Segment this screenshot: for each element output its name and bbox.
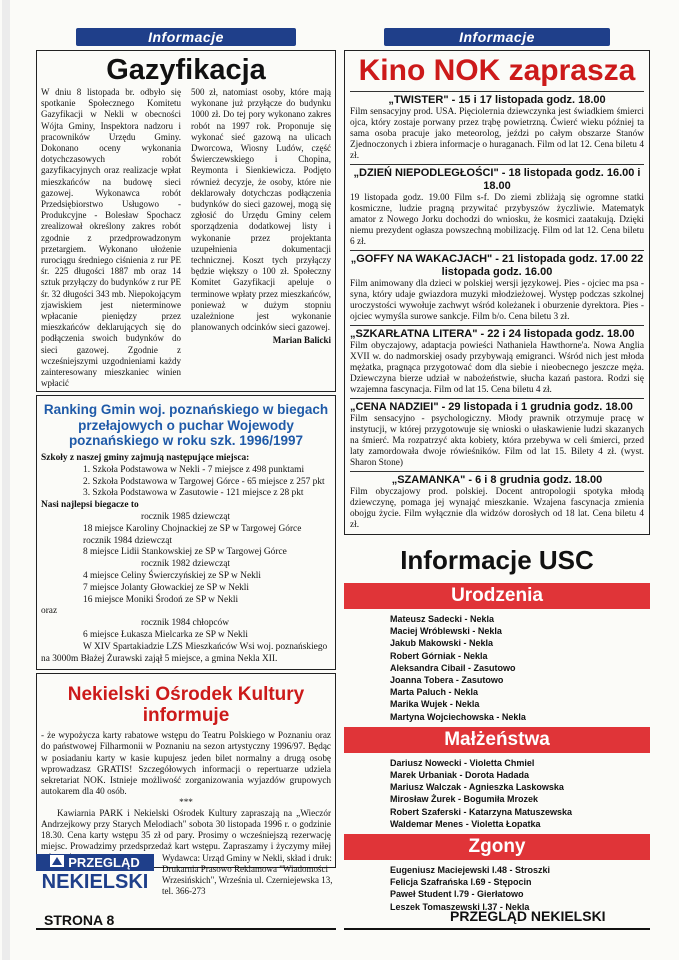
ranking-article (36, 395, 336, 670)
list-item: Mateusz Sadecki - Nekla (390, 614, 495, 624)
list-item: Mirosław Żurek - Bogumiła Mrozek (390, 794, 539, 805)
list-item: Aleksandra Cibail - Zasutowo (390, 662, 516, 673)
gazyfikacja-article (36, 50, 336, 392)
kino-title: Kino NOK zaprasza (358, 54, 636, 87)
film-description: Film obyczajowy, adaptacja powieści Nathaniela Hawthorne'a. Nowa Anglia XVII w. do nadmorskiej osady przybywają emigranci. Wśród nich jest młoda mężatka, pragnąca przygotować dom dla siebie i nieobecnego jeszcze męża. Dziewczyna bierze udział w nabożeństwie, słucha kazań pastora. Rodzi się wzajemna fascynacja. Film od lat 15. Cena biletu 4 zł. (350, 341, 644, 395)
urodzenia-bar: Urodzenia (344, 583, 650, 609)
kino-article (344, 50, 650, 535)
informacje-tag-right: Informacje (384, 28, 610, 46)
list-item: Felicja Szafrańska l.69 - Stępocin (390, 877, 532, 888)
scan-edge (2, 0, 10, 960)
film-heading: „GOFFY NA WAKACJACH" - 21 listopada godz. 17.00 22 listopada godz. 16.00 (350, 253, 644, 278)
logo-top (36, 854, 154, 871)
nok-paragraph: - że wypożycza karty rabatowe wstępu do Teatru Polskiego w Poznaniu oraz do państwowej Filharmonii w Poznaniu na sezon artystyczny 1996/97. Będąc w posiadaniu karty w kasie kupujesz jeden bilet normalny a drugą osobę wprowadzasz GRATIS! Szczegółowych informacji o repertuarze udziela sekretariat NOK. Istnieje możliwość zorganizowania wyjazdów grupowych autokarem dla 40 osób. (41, 730, 331, 796)
film-heading: „SZAMANKA" - 6 i 8 grudnia godz. 18.00 (391, 474, 603, 486)
list-item: Martyna Wojciechowska - Nekla (390, 711, 526, 722)
list-item: Leszek Tomaszewski l.37 - Nekla (390, 901, 530, 912)
list-item: Marta Paluch - Nekla (390, 687, 479, 698)
list-item: Joanna Tobera - Zasutowo (390, 675, 504, 686)
malzenstwa-list (344, 757, 650, 830)
list-item: Marika Wujek - Nekla (390, 699, 480, 710)
film-heading: „CENA NADZIEI" - 29 listopada i 1 grudnia godz. 18.00 (350, 401, 633, 413)
usc-section (344, 545, 650, 913)
film-description: Film obyczajowy prod. polskiej. Docent antropologii spotyka młodą dziewczynę, pomaga jej wynająć mieszkanie. Wzajena fascynacja zmienia obojgu życie. Film wyłącznie dla widzów dorosłych od 18 lat. Cena biletu 4 zł. (350, 487, 644, 530)
zgony-list (344, 864, 650, 913)
zgony-bar: Zgony (344, 834, 650, 860)
logo-top-text: PRZEGLĄD (68, 855, 140, 870)
gazyfikacja-col2: 500 zł, natomiast osoby, które mają wykonane już przyłącze do budynku 1000 zł. Do tej pory wykonano zakres robót na 1997 rok. Proponuje się wykonać sieć gazową na ulicach Dworcowa, Wiosny Ludów, część Świerczewskiego i Chopina, Reymonta i Sienkiewicza. Podjęto również decyzje, że osoby, które nie deklarowały dotychczas podłączenia budynków do sieci gazowej, mogą się zgłosić do Urzędu Gminy celem sporządzenia dodatkowej listy i wykonanie przez projektanta uzupełnienia dokumentacji technicznej. Koszt tych przyłączy będzie większy o 100 zł. Społeczny Komitet Gazyfikacji apeluje o terminowe wpłaty przez mieszkańców, ponieważ w dużym stopniu uzależnione jest wykonanie planowanych odcinków sieci gazowej. (191, 87, 331, 333)
ranking-school: 1. Szkoła Podstawowa w Nekli - 7 miejsce z 498 punktami (83, 464, 305, 475)
ranking-line: rocznik 1985 dziewcząt (141, 511, 231, 522)
ranking-school: 3. Szkoła Podstawowa w Zasutowie - 121 miejsce z 28 pkt (83, 488, 304, 499)
malzenstwa-bar: Małżeństwa (344, 727, 650, 753)
gazyfikacja-title: Gazyfikacja (106, 54, 266, 86)
gazyfikacja-author: Marian Balicki (272, 335, 331, 346)
ranking-line: 18 miejsce Karoliny Chojnackiej ze SP w Targowej Górce rocznik 1984 dziewcząt (83, 523, 302, 546)
list-item: Maciej Wróblewski - Nekla (390, 626, 502, 637)
film-heading: „DZIEŃ NIEPODLEGŁOŚCI" - 18 listopada godz. 16.00 i 18.00 (353, 167, 641, 192)
logo-emblem-icon (50, 854, 64, 871)
ranking-line: 7 miejsce Jolanty Głowackiej ze SP w Nekli (83, 582, 250, 593)
ranking-line: rocznik 1984 chłopców (141, 618, 229, 629)
ranking-line: 4 miejsce Celiny Świerczyńskiej ze SP w Nekli (83, 570, 262, 581)
nok-body (41, 730, 331, 863)
gazyfikacja-col1: W dniu 8 listopada br. odbyło się spotkanie Społecznego Komitetu Gazyfikacji w Nekli w obecności Wójta Gminy, Inspektora nadzoru i pracowników Urzędu Gminy. Dokonano oceny wykonania dotychczasowych robót gazyfikacyjnych oraz realizacje wpłat mieszkańców na budowę sieci gazowej. Wykonawca robót Przedsiębiorstwo Usługowo - Produkcyjne - Bolesław Spochacz zrealizował określony zakres robót zgodnie z przedprowadzonym przetargiem. Wykonano ułożenie rurociągu średniego ciśnienia z rur PE śr. 225 długości 1887 mb oraz 14 sztuk przyłączy do budynków z rur PE śr. 32 długości 343 mb. Niepokojącym zjawiskiem jest nieterminowe wpłacanie pieniędzy przez mieszkańców deklarujących się do podłączenia swoich budynków do sieci gazowej. Zgodnie z wcześniejszymi uzgodnieniami każdy zainteresowany mieszkaniec winien wpłacić (41, 87, 181, 389)
film-description: 19 listopada godz. 19.00 Film s-f. Do ziemi zbliżają się ogromne statki kosmiczne, ludzie pragną przywitać przybyszów życzliwie. Matematyk amator z Nowego Jorku dochodzi do wniosku, że kosmici zaatakują. Dzięki niemu prezydent ogłasza powszechną mobilizację. Film od lat 12. Cena biletu 6 zł. (350, 193, 644, 247)
footer-divider-left (36, 928, 336, 930)
ranking-line: rocznik 1982 dziewcząt (141, 559, 231, 570)
list-item: Jakub Makowski - Nekla (390, 638, 494, 649)
footer-divider-right (344, 928, 650, 930)
right-column (344, 28, 650, 913)
list-item: Marek Urbaniak - Dorota Hadada (390, 770, 530, 781)
ranking-line: 16 miejsce Moniki Środoń ze SP w Nekli (83, 594, 239, 605)
ranking-body (41, 453, 331, 665)
list-item: Robert Górniak - Nekla (390, 650, 488, 661)
left-column (36, 28, 336, 868)
urodzenia-list (344, 613, 650, 723)
gazyfikacja-body (41, 87, 331, 389)
przeglad-nekielski-logo (36, 854, 154, 893)
nok-title: Nekielski Ośrodek Kultury informuje (67, 684, 305, 727)
list-item: Mariusz Walczak - Agnieszka Laskowska (390, 782, 564, 793)
film-description: Film sensacyjno - psychologiczny. Młody prawnik otrzymuje pracę w instytucji, w której przygotowuje się wnioski o ułaskawienie ludzi skazanych na śmierć. Ma rozpatrzyć akta kobiety, która przebywa w celi śmierci, przed laty zamordowała dwoje rówieśników. Film od lat 15. Bilety 4 zł. (wyst. Sharon Stone) (350, 414, 644, 468)
ranking-line: 8 miejsce Lidii Stankowskiej ze SP w Targowej Górce (83, 547, 287, 558)
ranking-school: 2. Szkoła Podstawowa w Targowej Górce - 65 miejsce z 257 pkt (83, 476, 325, 487)
ranking-line: W XIV Spartakiadzie LZS Mieszkańców Wsi woj. poznańskiego na 3000m Błażej Żurawski zajął 5 miejsce, a gmina Nekla XII. (41, 641, 328, 664)
imprint: Wydawca: Urząd Gminy w Nekli, skład i druk: Drukarnia Prasowo Reklamowa "Wiadomości Wrzesińskich", Września ul. Czerniejewska 13, tel. 366-273 (162, 853, 333, 896)
list-item: Robert Szaferski - Katarzyna Matuszewska (390, 806, 573, 817)
usc-title: Informacje USC (400, 545, 594, 575)
list-item: Dariusz Nowecki - Violetta Chmiel (390, 757, 535, 768)
film-heading: „TWISTER" - 15 i 17 listopada godz. 18.00 (388, 94, 606, 106)
ranking-runners-head: Nasi najlepsi biegacze to (41, 500, 139, 511)
nok-stars: *** (179, 796, 193, 807)
ranking-line: oraz (41, 606, 58, 617)
film-heading: „SZKARŁATNA LITERA" - 22 i 24 listopada godz. 18.00 (350, 328, 635, 340)
ranking-schools-head: Szkoły z naszej gminy zajmują następujące miejsca: (41, 452, 250, 463)
informacje-tag-left: Informacje (76, 28, 296, 46)
logo-bottom-text: NEKIELSKI (41, 871, 149, 893)
nok-paragraph: Kawiarnia PARK i Nekielski Ośrodek Kultury zapraszają na „Wieczór Andrzejkowy przy Starych Melodiach" sobota 30 listopada 1996 r. o godzinie 18.30. Cena karty wstępu 35 zł od pary. Prosimy o wcześniejszą rezerwację miejsc. Prowadzimy przedsprzedaż kart wstępu. Zapraszamy i życzymy miłej (41, 807, 331, 852)
nok-article (36, 673, 336, 868)
list-item: Paweł Student l.79 - Gierłatowo (390, 889, 524, 900)
film-description: Film sensacyjny prod. USA. Pięciolетnia dziewczynka jest świadkiem śmierci ojca, który zostaje porwany przez trąbę powietrzną. Ćwierć wieku później ta sama osoba pracuje jako meteorolog, jeździ po całym obszarze Stanów Zjednoczonych i zbiera informacje o huraganach. Film od lat 12. Cena biletu 4 zł. (350, 107, 644, 161)
footer-title: PRZEGLĄD NEKIELSKI (450, 908, 606, 924)
ranking-line: 6 miejsce Łukasza Mielcarka ze SP w Nekli (83, 629, 248, 640)
ranking-title: Ranking Gmin woj. poznańskiego w biegach przełajowych o puchar Wojewody poznańskiego w roku szk. 1996/1997 (43, 402, 329, 449)
page-number: STRONA 8 (44, 912, 115, 928)
list-item: Eugeniusz Maciejewski l.48 - Stroszki (390, 865, 551, 876)
list-item: Waldemar Menes - Violetta Łopatka (390, 818, 541, 829)
film-description: Film animowany dla dzieci w polskiej wersji językowej. Pies - ojciec ma psa - syna, który udaje gwiazdora muzyki młodzieżowej. Występ podczas szkolnej uroczystości wywołuje zachwyt wśród koleżanek i oburzenie dyrektora. Pies - ojciec wymyśla surowe sankcje. Film b/o. Cena biletu 3 zł. (350, 279, 644, 322)
